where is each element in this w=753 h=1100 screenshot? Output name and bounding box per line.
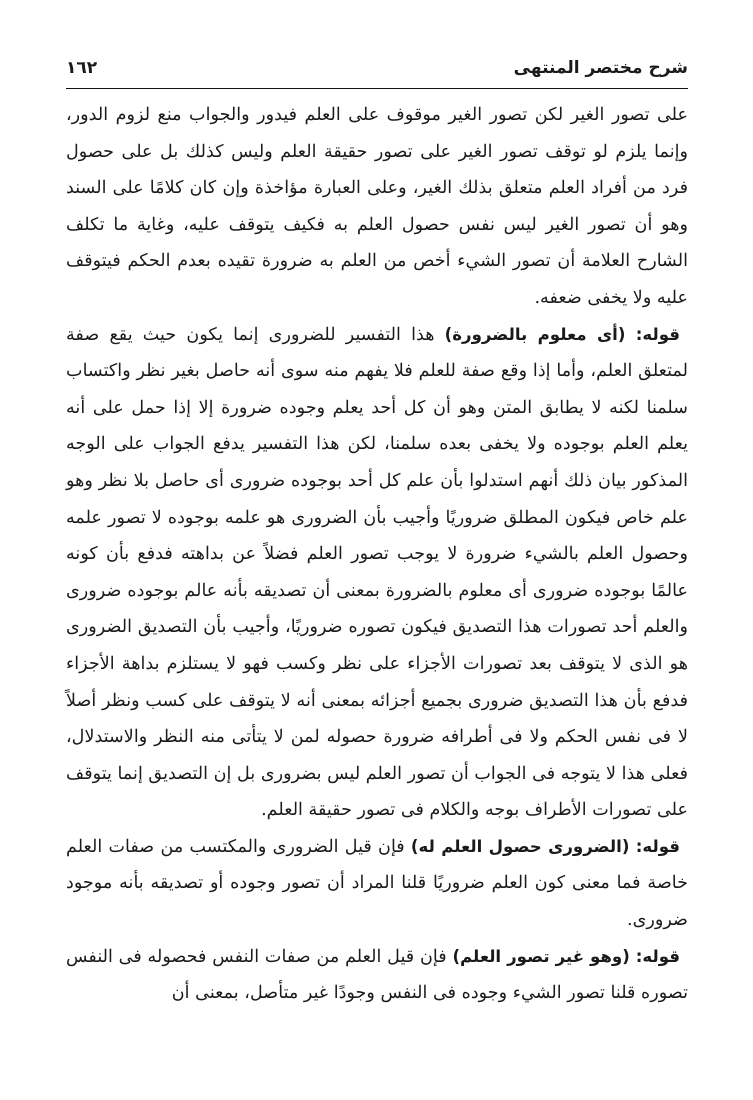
page-number: ١٦٢: [66, 58, 98, 78]
book-page: [66, 54, 688, 1094]
lemma-heading: قوله: (الضرورى حصول العلم له): [410, 836, 680, 856]
paragraph: [66, 317, 688, 829]
running-title: شرح مختصر المنتهى: [513, 58, 688, 78]
paragraph: [66, 829, 688, 939]
paragraph-text: على تصور الغير لكن تصور الغير موقوف على العلم فيدور والجواب منع لزوم الدور، وإنما يلزم لو توقف تصور الغير على تصور حقيقة العلم وليس كذلك بل على حصول فرد من أفراد العلم متعلق بذلك الغير، وعلى العبارة مؤاخذة وإن كان كلامًا على السند وهو أن تصور الغير ليس نفس حصول العلم به فكيف يتوقف عليه، وغاية ما تكلف الشارح العلامة أن تصور الشيء أخص من العلم به ضرورة تقيده بعدم الحكم فيتوقف عليه ولا يخفى ضعفه.: [66, 105, 689, 308]
commentary-body: [66, 97, 688, 1012]
lemma-heading: قوله: (أى معلوم بالضرورة): [444, 324, 680, 344]
paragraph-text: فإن قيل الضرورى والمكتسب من صفات العلم خاصة فما معنى كون العلم ضروريًا قلنا المراد أن تصور وجوده أو تصديقه بأنه موجود ضرورى.: [66, 836, 688, 931]
paragraph: [66, 939, 688, 1012]
page-header: [66, 54, 688, 89]
paragraph-text: هذا التفسير للضرورى إنما يكون حيث يقع صفة لمتعلق العلم، وأما إذا وقع صفة للعلم فلا يفهم منه سوى أنه حاصل بغير نظر واكتساب سلمنا لكنه لا يطابق المتن وهو أن كل أحد يعلم وجوده ضرورة إلا إذا حمل على أنه يعلم العلم بوجوده ولا يخفى بعده سلمنا، لكن هذا التفسير يدفع الجواب على الوجه المذكور بيان ذلك أنهم استدلوا بأن علم كل أحد بوجوده ضرورى أى حاصل بلا نظر وهو علم خاص فيكون المطلق ضروريًا وأجيب بأن الضرورى هو علمه بوجوده لا تصور علمه وحصول العلم بالشيء ضرورة لا يوجب تصور العلم فضلاً عن بداهته فدفع بأن كونه عالمًا بوجوده ضرورى أى معلوم بالضرورة بمعنى أن تصديقه بأنه عالم بوجوده ضرورى والعلم أحد تصورات هذا التصديق فيكون تصوره ضروريًا، وأجيب بأن التصديق الضرورى هو الذى لا يتوقف بعد تصورات الأجزاء على نظر وكسب فهو لا يستلزم بداهة الأجزاء فدفع بأن هذا التصديق ضرورى بجميع أجزائه بمعنى أنه لا يتوقف على كسب ونظر أصلاً لا فى نفس الحكم ولا فى أطرافه ضرورة حصوله لمن لا يتأتى منه النظر والاستدلال، فعلى هذا لا يتوجه فى الجواب أن تصور العلم ليس بضرورى بل إن التصديق إنما يتوقف على تصورات الأطراف بوجه والكلام فى تصور حقيقة العلم.: [66, 324, 688, 821]
paragraph-text: فإن قيل العلم من صفات النفس فحصوله فى النفس تصوره قلنا تصور الشيء وجوده فى النفس وجودًا غير متأصل، بمعنى أن: [66, 946, 688, 1004]
lemma-heading: قوله: (وهو غير تصور العلم): [452, 946, 680, 966]
paragraph: [66, 97, 688, 317]
